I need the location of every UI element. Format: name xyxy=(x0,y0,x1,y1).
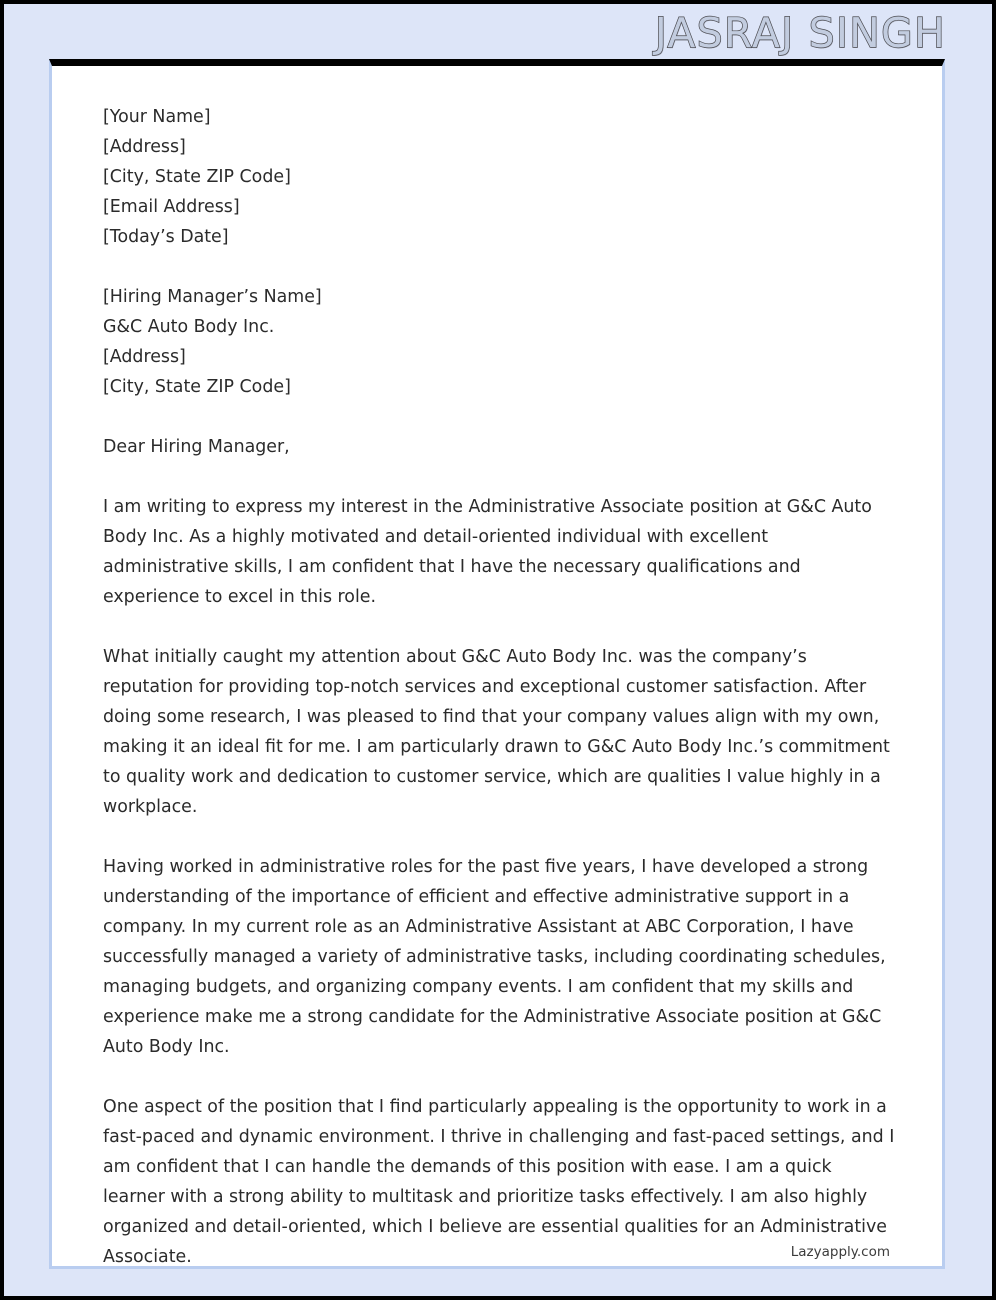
spacer xyxy=(103,252,898,282)
recipient-line: [Address] xyxy=(103,347,186,367)
recipient-line: [City, State ZIP Code] xyxy=(103,377,291,397)
salutation: Dear Hiring Manager, xyxy=(103,437,290,457)
body-paragraph: Having worked in administrative roles for the past five years, I have developed a strong understanding of the importance of efficient and effective administrative support in a company. In my current role as an Administrative Assistant at ABC Corporation, I have successfully managed a variety of administrative tasks, including coordinating schedules, managing budgets, and organizing company events. I am confident that my skills and experience make me a strong candidate for the Administrative Associate position at G&C Auto Body Inc. xyxy=(103,857,886,1057)
sender-line: [Email Address] xyxy=(103,197,240,217)
watermark-label: Lazyapply.com xyxy=(790,1244,890,1260)
page-title: JASRAJ SINGH xyxy=(654,9,946,57)
spacer xyxy=(103,612,898,642)
document-header-band xyxy=(8,8,996,59)
body-paragraph: One aspect of the position that I find particularly appealing is the opportunity to work in a fast-paced and dynamic environment. I thrive in challenging and fast-paced settings, and I am confident that I can handle the demands of this position with ease. I am a quick learner with a strong ability to multitask and prioritize tasks effectively. I am also highly organized and detail-oriented, which I believe are essential qualities for an Administrative Associate. xyxy=(103,1097,895,1267)
spacer xyxy=(103,1062,898,1092)
recipient-line: G&C Auto Body Inc. xyxy=(103,317,275,337)
letter-content xyxy=(103,102,898,1269)
sender-line: [Address] xyxy=(103,137,186,157)
recipient-line: [Hiring Manager’s Name] xyxy=(103,287,322,307)
recipient-address-block xyxy=(103,282,898,402)
sender-address-block xyxy=(103,102,898,252)
sender-line: [City, State ZIP Code] xyxy=(103,167,291,187)
letter-sheet xyxy=(49,59,945,1269)
spacer xyxy=(103,822,898,852)
body-paragraph: I am writing to express my interest in the Administrative Associate position at G&C Auto Body Inc. As a highly motivated and detail-oriented individual with excellent administrative skills, I am confident that I have the necessary qualifications and experience to excel in this role. xyxy=(103,497,872,607)
spacer xyxy=(103,462,898,492)
sender-line: [Your Name] xyxy=(103,107,211,127)
spacer xyxy=(103,402,898,432)
sender-line: [Today’s Date] xyxy=(103,227,229,247)
body-paragraph: What initially caught my attention about G&C Auto Body Inc. was the company’s reputation for providing top-notch services and exceptional customer satisfaction. After doing some research, I was pleased to find that your company values align with my own, making it an ideal fit for me. I am particularly drawn to G&C Auto Body Inc.’s commitment to quality work and dedication to customer service, which are qualities I value highly in a workplace. xyxy=(103,647,890,817)
